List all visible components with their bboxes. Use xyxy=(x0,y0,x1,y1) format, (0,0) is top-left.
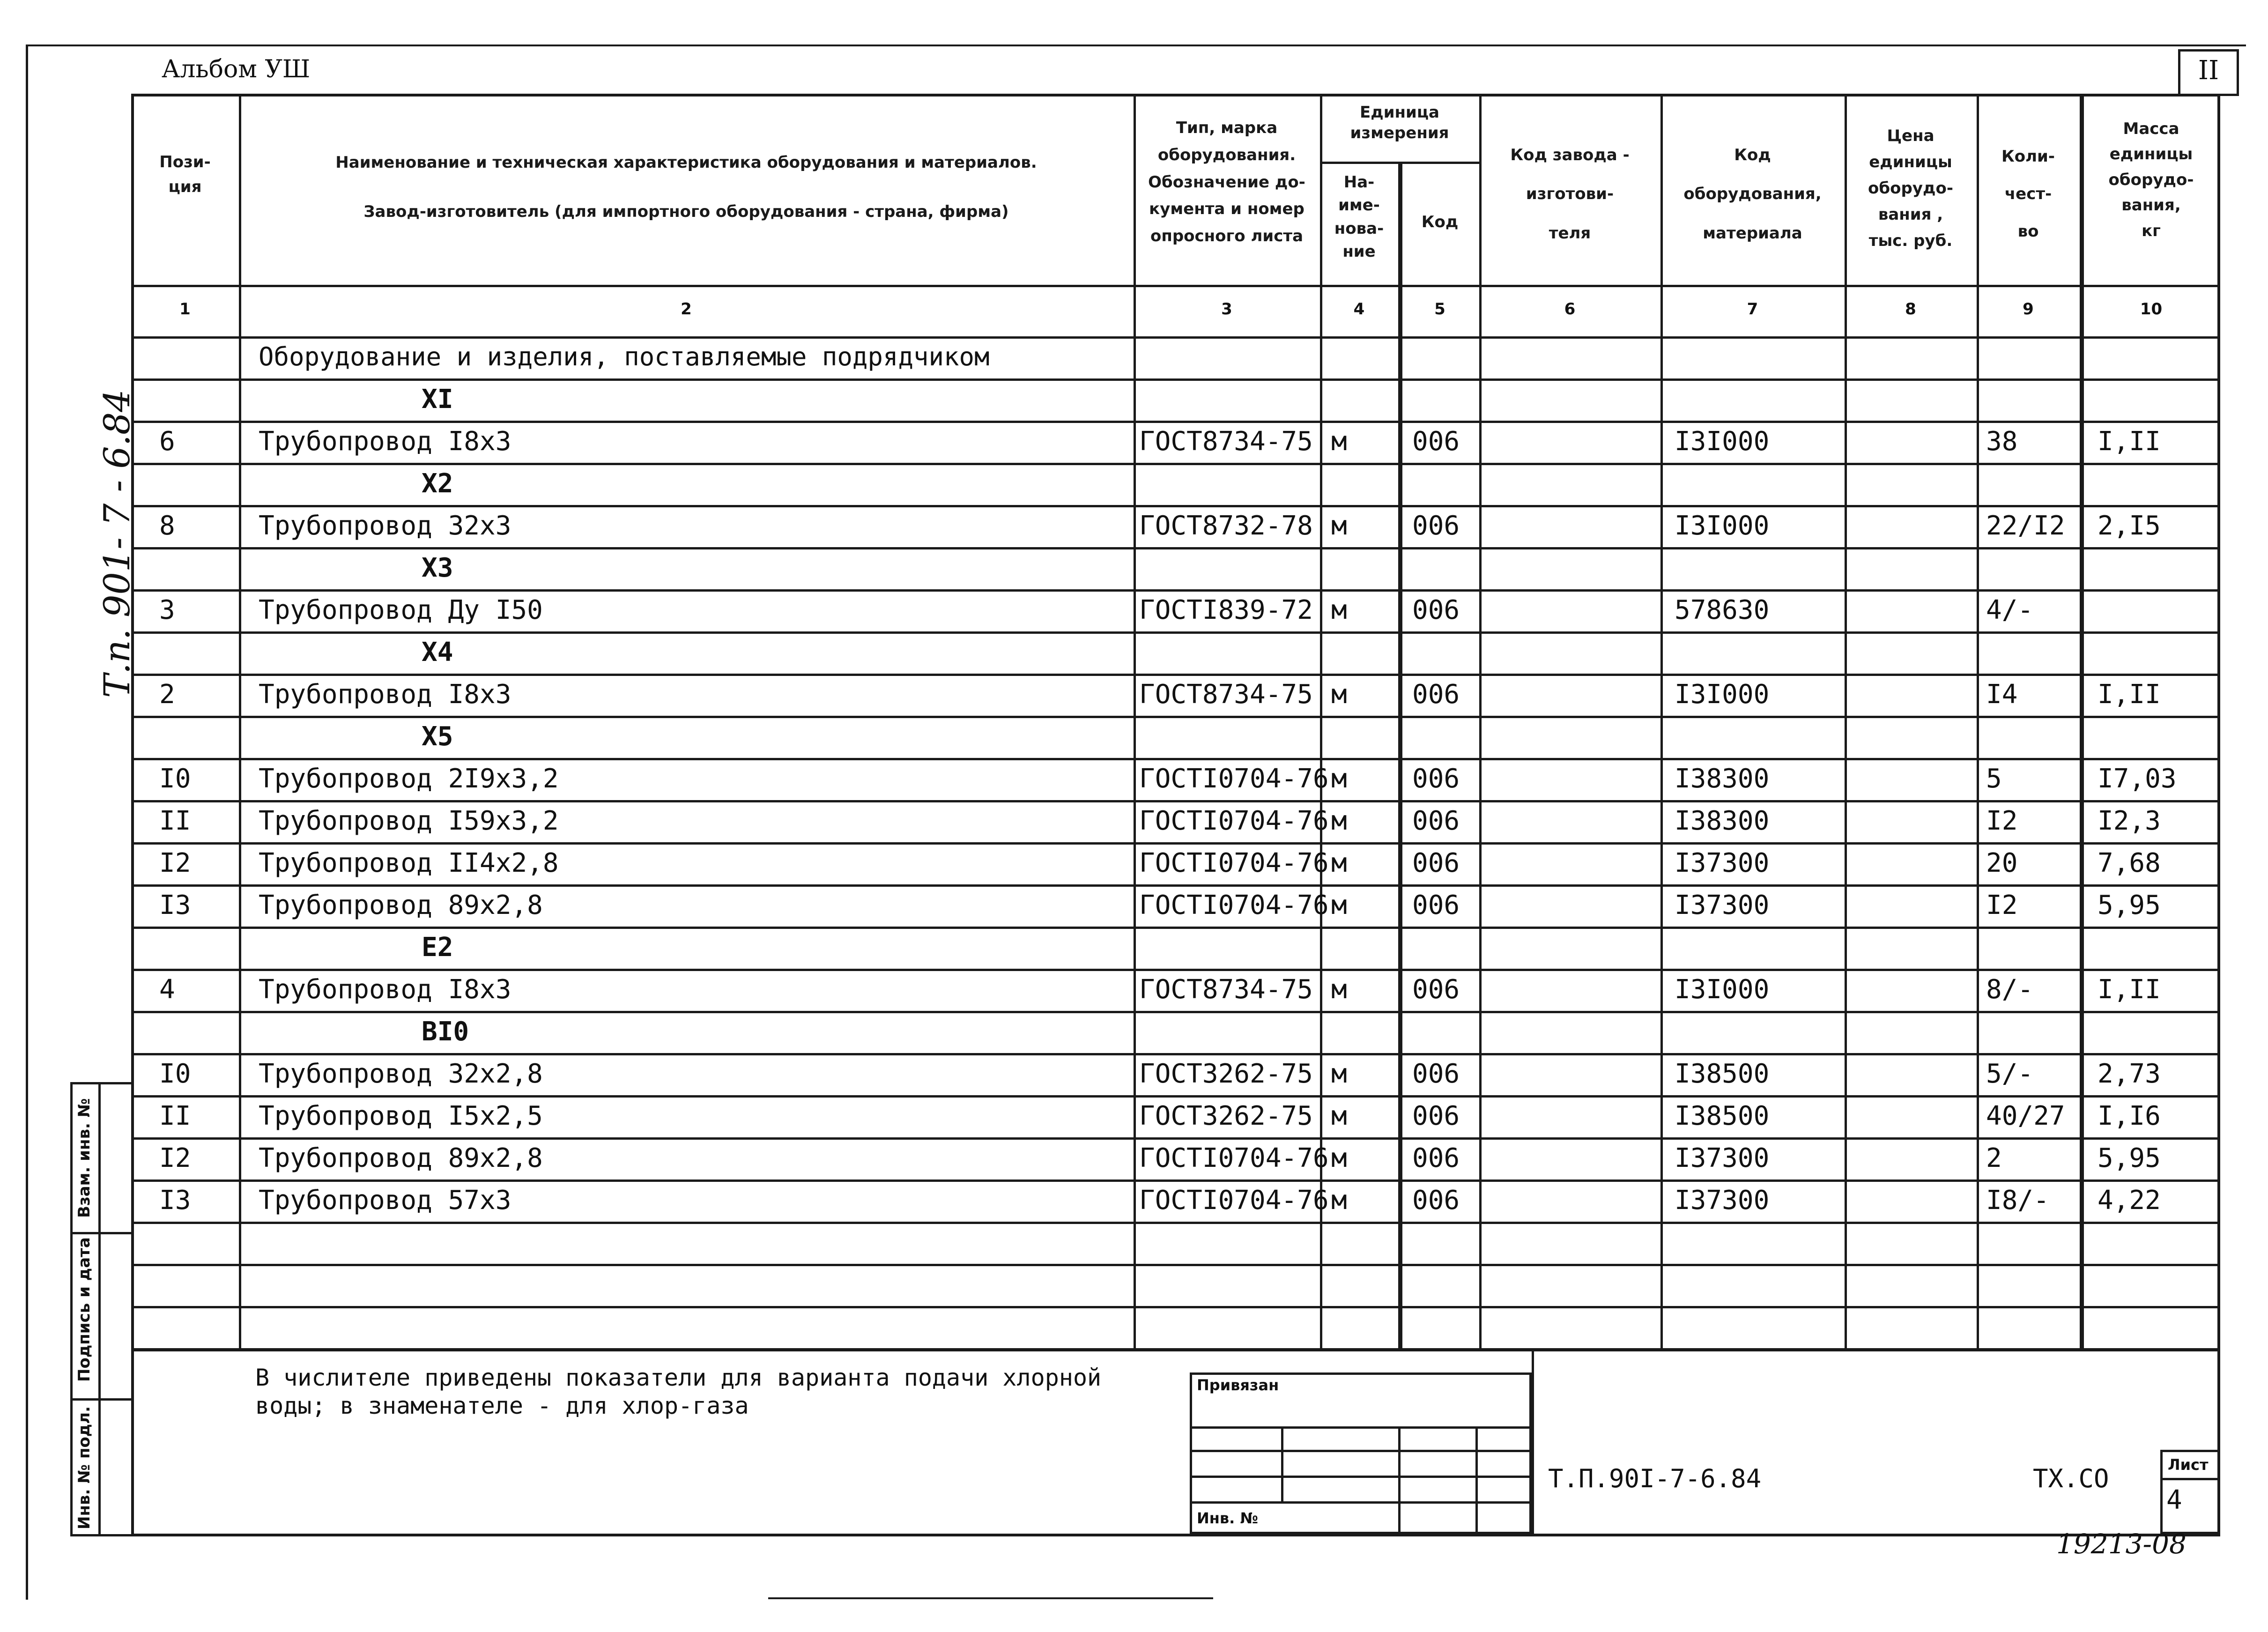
cell-name: BI0 xyxy=(422,1016,469,1047)
row-divider xyxy=(131,463,2220,465)
row-divider xyxy=(131,927,2220,929)
cell-quantity: 2 xyxy=(1986,1143,2002,1173)
cell-equipment-code: I38500 xyxy=(1675,1059,1770,1089)
cell-equipment-code: I37300 xyxy=(1675,1185,1770,1216)
colnum-6: 6 xyxy=(1564,300,1576,319)
cell-quantity: 20 xyxy=(1986,848,2018,878)
row-divider xyxy=(131,1095,2220,1098)
cell-name: Трубопровод I5x2,5 xyxy=(259,1101,543,1131)
title-v-left xyxy=(1532,1349,1534,1536)
empty-row-divider xyxy=(131,1264,2220,1266)
row-divider xyxy=(131,631,2220,634)
cell-doc: ГОСТI0704-76 xyxy=(1139,1185,1329,1216)
cell-quantity: 22/I2 xyxy=(1986,511,2065,541)
cell-name: Трубопровод 2I9x3,2 xyxy=(259,764,559,794)
cell-name: Трубопровод 89x2,8 xyxy=(259,1143,543,1173)
cell-name: XI xyxy=(422,384,453,415)
cell-position: I3 xyxy=(159,890,191,920)
row-divider xyxy=(131,378,2220,381)
row-divider xyxy=(131,758,2220,760)
cell-name: Трубопровод I8x3 xyxy=(259,426,511,457)
header-unit-name: На- име- нова- ние xyxy=(1334,173,1384,261)
cell-name: X2 xyxy=(422,468,453,499)
stamp-line-3 xyxy=(1190,1476,1532,1478)
stamp-line-1 xyxy=(1190,1426,1532,1429)
cell-unit-code: 006 xyxy=(1412,848,1460,878)
footnote-line-1: В числителе приведены показатели для варианта подачи хлорной xyxy=(255,1364,1102,1391)
colnum-10: 10 xyxy=(2140,300,2163,319)
cell-name: Трубопровод II4x2,8 xyxy=(259,848,559,878)
header-price: Цена единицы оборудо- вания , тыс. руб. xyxy=(1868,126,1953,251)
cell-mass: 2,I5 xyxy=(2098,511,2161,541)
cell-unit: м xyxy=(1331,679,1347,710)
cell-equipment-code: I38500 xyxy=(1675,1101,1770,1131)
row-divider xyxy=(131,674,2220,676)
cell-equipment-code: I37300 xyxy=(1675,890,1770,920)
cell-equipment-code: I37300 xyxy=(1675,1143,1770,1173)
footnote-line-2: воды; в знаменателе - для хлор-газа xyxy=(255,1392,749,1419)
cell-quantity: 38 xyxy=(1986,426,2018,457)
cell-unit: м xyxy=(1331,511,1347,541)
header-unit-group: Единица измерения xyxy=(1350,103,1449,143)
colnum-3: 3 xyxy=(1221,300,1232,319)
list-box-line xyxy=(2160,1478,2220,1480)
cell-equipment-code: I38300 xyxy=(1675,764,1770,794)
cell-mass: 7,68 xyxy=(2098,848,2161,878)
cell-unit-code: 006 xyxy=(1412,679,1460,710)
cell-name: Трубопровод 57x3 xyxy=(259,1185,511,1216)
cell-doc: ГОСТI839-72 xyxy=(1139,595,1313,625)
cell-quantity: I2 xyxy=(1986,890,2018,920)
cell-unit-code: 006 xyxy=(1412,806,1460,836)
row-divider xyxy=(131,1053,2220,1055)
header-type: Тип, марка оборудования. Обозначение до- кумента и номер опросного листа xyxy=(1148,119,1305,246)
col-line-9 xyxy=(2080,94,2084,1351)
album-title: Альбом УШ xyxy=(162,55,311,83)
col-line-4 xyxy=(1398,162,1402,1351)
cell-name: Трубопровод I8x3 xyxy=(259,679,511,710)
number-row-bottom-line xyxy=(131,336,2220,339)
header-bottom-line xyxy=(131,285,2220,287)
cell-unit-code: 006 xyxy=(1412,1143,1460,1173)
document-code: ТХ.СО xyxy=(2033,1464,2109,1493)
header-plant-code: Код завода - изготови- теля xyxy=(1510,146,1630,243)
cell-name: Трубопровод 32x3 xyxy=(259,511,511,541)
cell-doc: ГОСТI0704-76 xyxy=(1139,848,1329,878)
cell-mass: 5,95 xyxy=(2098,1143,2161,1173)
stamp-line-4 xyxy=(1190,1501,1532,1504)
header-quantity: Коли- чест- во xyxy=(2001,147,2055,241)
stamp-v-1 xyxy=(1281,1426,1283,1504)
side-strip-divider xyxy=(98,1082,101,1536)
list-label: Лист xyxy=(2168,1456,2209,1474)
cell-quantity: 40/27 xyxy=(1986,1101,2065,1131)
cell-position: I0 xyxy=(159,1059,191,1089)
cell-mass: I,II xyxy=(2098,679,2161,710)
row-divider xyxy=(131,421,2220,423)
list-number: 4 xyxy=(2166,1485,2182,1515)
cell-mass: 5,95 xyxy=(2098,890,2161,920)
cell-equipment-code: I3I000 xyxy=(1675,679,1770,710)
stamp-v-2 xyxy=(1398,1426,1401,1534)
table-bottom-line xyxy=(131,1349,2220,1351)
empty-row-divider xyxy=(131,1306,2220,1308)
cell-name: Трубопровод 89x2,8 xyxy=(259,890,543,920)
header-unit-code: Код xyxy=(1421,213,1459,231)
col-line-1 xyxy=(239,94,241,1351)
cell-unit-code: 006 xyxy=(1412,426,1460,457)
cell-quantity: 4/- xyxy=(1986,595,2034,625)
col-line-2 xyxy=(1134,94,1136,1351)
cell-unit-code: 006 xyxy=(1412,890,1460,920)
top-sheet-number: II xyxy=(2198,55,2219,86)
cell-equipment-code: I3I000 xyxy=(1675,974,1770,1005)
cell-quantity: I2 xyxy=(1986,806,2018,836)
cell-doc: ГОСТI0704-76 xyxy=(1139,890,1329,920)
cell-doc: ГОСТ3262-75 xyxy=(1139,1101,1313,1131)
header-mass: Масса единицы оборудо- вания, кг xyxy=(2108,119,2194,240)
row-divider xyxy=(131,842,2220,845)
cell-mass: 4,22 xyxy=(2098,1185,2161,1216)
cell-unit: м xyxy=(1331,764,1347,794)
col-line-5 xyxy=(1479,94,1482,1351)
cell-doc: ГОСТI0704-76 xyxy=(1139,806,1329,836)
stamp-privyazan: Привязан xyxy=(1197,1376,1279,1394)
cell-unit-code: 006 xyxy=(1412,595,1460,625)
col-line-8 xyxy=(1977,94,1979,1351)
cell-unit: м xyxy=(1331,1185,1347,1216)
cell-doc: ГОСТI0704-76 xyxy=(1139,764,1329,794)
col-line-6 xyxy=(1660,94,1663,1351)
row-divider xyxy=(131,547,2220,549)
cell-equipment-code: I3I000 xyxy=(1675,511,1770,541)
cell-name: E2 xyxy=(422,932,453,963)
row-divider xyxy=(131,716,2220,718)
header-position: Пози- ция xyxy=(159,153,211,196)
cell-name: X5 xyxy=(422,721,453,752)
cell-unit: м xyxy=(1331,890,1347,920)
cell-unit-code: 006 xyxy=(1412,764,1460,794)
row-divider xyxy=(131,1179,2220,1182)
cell-name: Трубопровод I59x3,2 xyxy=(259,806,559,836)
cell-quantity: I8/- xyxy=(1986,1185,2049,1216)
colnum-9: 9 xyxy=(2023,300,2034,319)
cell-equipment-code: I3I000 xyxy=(1675,426,1770,457)
cell-unit: м xyxy=(1331,848,1347,878)
cell-unit: м xyxy=(1331,974,1347,1005)
colnum-7: 7 xyxy=(1747,300,1758,319)
cell-doc: ГОСТ8734-75 xyxy=(1139,426,1313,457)
cell-position: I2 xyxy=(159,1143,191,1173)
cell-unit: м xyxy=(1331,1059,1347,1089)
row-divider xyxy=(131,505,2220,507)
row-divider xyxy=(131,884,2220,887)
cell-name: Оборудование и изделия, поставляемые подрядчиком xyxy=(259,342,990,371)
cell-position: II xyxy=(159,806,191,836)
cell-position: 3 xyxy=(159,595,175,625)
cell-unit: м xyxy=(1331,1101,1347,1131)
top-binding-line xyxy=(26,45,2246,46)
row-divider xyxy=(131,589,2220,592)
side-label-podpis: Подпись и дата xyxy=(75,1237,94,1382)
stamp-v-3 xyxy=(1475,1426,1478,1534)
cell-name: Трубопровод 32x2,8 xyxy=(259,1059,543,1089)
cell-mass: 2,73 xyxy=(2098,1059,2161,1089)
colnum-1: 1 xyxy=(179,300,191,319)
cell-position: 2 xyxy=(159,679,175,710)
bottom-stray-line xyxy=(768,1597,1213,1599)
cell-position: 8 xyxy=(159,511,175,541)
cell-position: II xyxy=(159,1101,191,1131)
cell-mass: I2,3 xyxy=(2098,806,2161,836)
cell-name: Трубопровод I8x3 xyxy=(259,974,511,1005)
cell-quantity: 5 xyxy=(1986,764,2002,794)
row-divider xyxy=(131,1222,2220,1224)
cell-unit: м xyxy=(1331,1143,1347,1173)
stamp-line-2 xyxy=(1190,1450,1532,1452)
document-designation: Т.П.90I-7-6.84 xyxy=(1548,1464,1762,1493)
cell-position: 6 xyxy=(159,426,175,457)
cell-unit: м xyxy=(1331,595,1347,625)
colnum-2: 2 xyxy=(681,300,692,319)
cell-unit-code: 006 xyxy=(1412,1059,1460,1089)
colnum-4: 4 xyxy=(1353,300,1365,319)
cell-unit: м xyxy=(1331,806,1347,836)
cell-mass: I,II xyxy=(2098,426,2161,457)
cell-mass: I,I6 xyxy=(2098,1101,2161,1131)
row-divider xyxy=(131,1137,2220,1140)
bottom-number: 19213-08 xyxy=(2056,1528,2186,1560)
cell-doc: ГОСТI0704-76 xyxy=(1139,1143,1329,1173)
cell-position: 4 xyxy=(159,974,175,1005)
cell-unit: м xyxy=(1331,426,1347,457)
cell-position: I2 xyxy=(159,848,191,878)
cell-quantity: I4 xyxy=(1986,679,2018,710)
cell-quantity: 8/- xyxy=(1986,974,2034,1005)
header-equipment-code: Код оборудования, материала xyxy=(1683,146,1822,243)
cell-name: X3 xyxy=(422,553,453,583)
cell-equipment-code: 578630 xyxy=(1675,595,1770,625)
cell-name: Трубопровод Ду I50 xyxy=(259,595,543,625)
side-handwritten-designation: Т.п. 901- 7 - 6.84 xyxy=(96,389,138,698)
cell-doc: ГОСТ8734-75 xyxy=(1139,974,1313,1005)
row-divider xyxy=(131,1011,2220,1013)
cell-name: X4 xyxy=(422,637,453,668)
side-label-inv-podl: Инв. № подл. xyxy=(75,1406,94,1529)
cell-quantity: 5/- xyxy=(1986,1059,2034,1089)
cell-equipment-code: I38300 xyxy=(1675,806,1770,836)
colnum-8: 8 xyxy=(1905,300,1916,319)
side-strip-line-2 xyxy=(70,1398,131,1401)
header-name: Наименование и техническая характеристика оборудования и материалов. Завод-изготовитель (для импортного оборудования - страна, фирма) xyxy=(335,153,1037,222)
cell-unit-code: 006 xyxy=(1412,1101,1460,1131)
cell-doc: ГОСТ8734-75 xyxy=(1139,679,1313,710)
left-binding-line xyxy=(26,45,28,1600)
cell-position: I0 xyxy=(159,764,191,794)
row-divider xyxy=(131,969,2220,971)
cell-mass: I,II xyxy=(2098,974,2161,1005)
cell-unit-code: 006 xyxy=(1412,511,1460,541)
col-line-7 xyxy=(1845,94,1847,1351)
cell-equipment-code: I37300 xyxy=(1675,848,1770,878)
stamp-inv-no: Инв. № xyxy=(1197,1509,1258,1527)
cell-doc: ГОСТ3262-75 xyxy=(1139,1059,1313,1089)
cell-unit-code: 006 xyxy=(1412,974,1460,1005)
cell-position: I3 xyxy=(159,1185,191,1216)
side-strip-line-1 xyxy=(70,1232,131,1234)
row-divider xyxy=(131,800,2220,802)
colnum-5: 5 xyxy=(1434,300,1445,319)
cell-unit-code: 006 xyxy=(1412,1185,1460,1216)
side-label-vzam: Взам. инв. № xyxy=(75,1098,94,1218)
cell-mass: I7,03 xyxy=(2098,764,2177,794)
cell-doc: ГОСТ8732-78 xyxy=(1139,511,1313,541)
